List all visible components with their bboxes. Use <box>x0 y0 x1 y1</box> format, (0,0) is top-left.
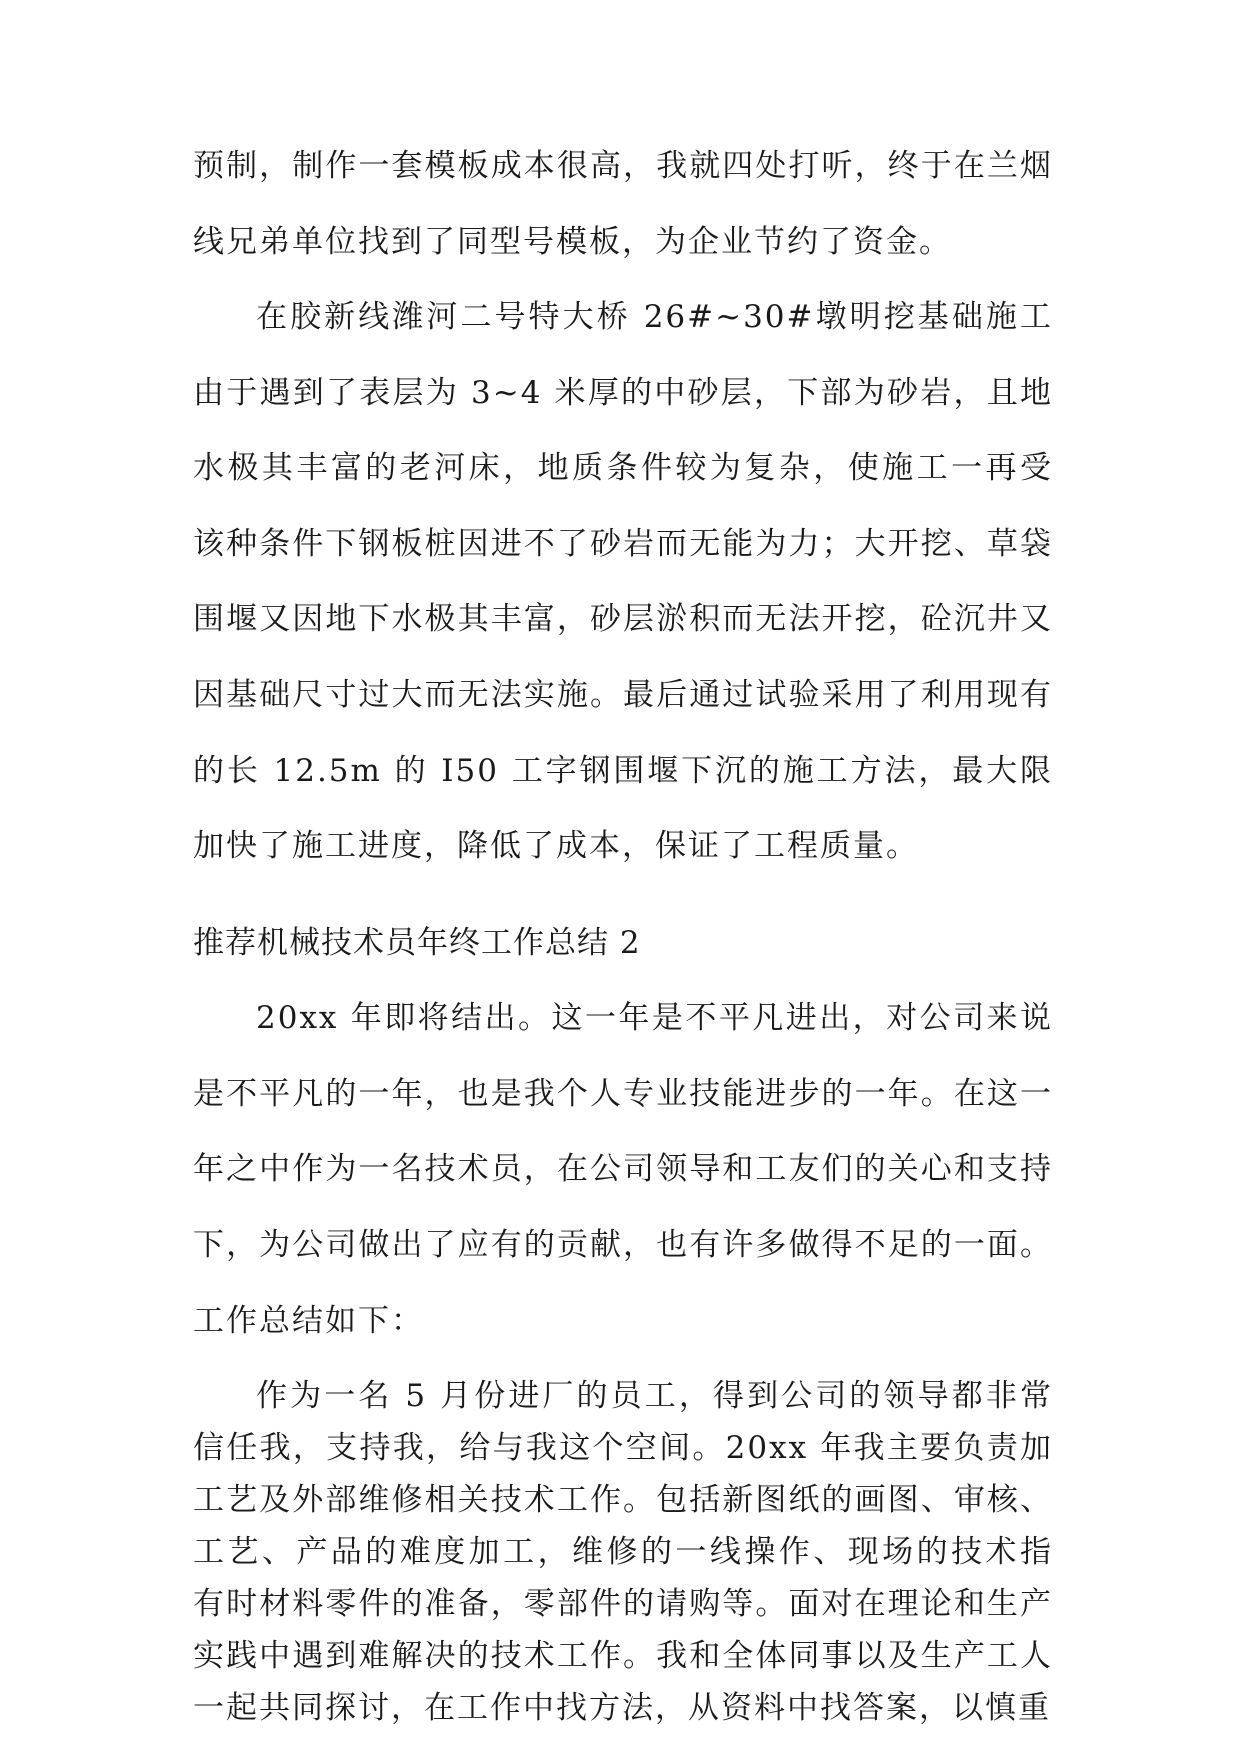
paragraph-line: 下，为公司做出了应有的贡献，也有许多做得不足的一面。 <box>193 1227 1053 1263</box>
paragraph-line: 年之中作为一名技术员，在公司领导和工友们的关心和支持 <box>193 1151 1053 1187</box>
paragraph-line: 的长 12.5m 的 I50 工字钢围堰下沉的施工方法，最大限 <box>193 753 1053 789</box>
paragraph-line: 水极其丰富的老河床，地质条件较为复杂，使施工一再受 <box>193 450 1053 486</box>
paragraph-line: 工艺、产品的难度加工，维修的一线操作、现场的技术指 <box>193 1534 1053 1570</box>
paragraph-line: 围堰又因地下水极其丰富，砂层淤积而无法开挖，砼沉井又 <box>193 601 1053 637</box>
paragraph-line: 工艺及外部维修相关技术工作。包括新图纸的画图、审核、 <box>193 1482 1053 1518</box>
paragraph-line: 实践中遇到难解决的技术工作。我和全体同事以及生产工人 <box>193 1638 1053 1674</box>
paragraph-line: 因基础尺寸过大而无法实施。最后通过试验采用了利用现有 <box>193 677 1053 713</box>
paragraph-line: 在胶新线潍河二号特大桥 26#~30#墩明挖基础施工 <box>256 299 1053 335</box>
paragraph-line: 工作总结如下： <box>193 1303 424 1339</box>
paragraph-line: 是不平凡的一年，也是我个人专业技能进步的一年。在这一 <box>193 1076 1053 1112</box>
paragraph-line: 加快了施工进度，降低了成本，保证了工程质量。 <box>193 828 919 864</box>
paragraph-line: 作为一名 5 月份进厂的员工，得到公司的领导都非常 <box>256 1378 1053 1414</box>
paragraph-line: 信任我，支持我，给与我这个空间。20xx 年我主要负责加 <box>193 1430 1053 1466</box>
section-heading: 推荐机械技术员年终工作总结 2 <box>193 925 641 961</box>
paragraph-line: 由于遇到了表层为 3~4 米厚的中砂层，下部为砂岩，且地 <box>193 375 1053 411</box>
paragraph-line: 预制，制作一套模板成本很高，我就四处打听，终于在兰烟 <box>193 148 1053 184</box>
paragraph-line: 20xx 年即将结出。这一年是不平凡进出，对公司来说 <box>256 1000 1053 1036</box>
paragraph-line: 有时材料零件的准备，零部件的请购等。面对在理论和生产 <box>193 1586 1053 1622</box>
paragraph-line: 该种条件下钢板桩因进不了砂岩而无能为力；大开挖、草袋 <box>193 526 1053 562</box>
paragraph-line: 一起共同探讨，在工作中找方法，从资料中找答案，以慎重 <box>193 1690 1051 1726</box>
paragraph-line: 线兄弟单位找到了同型号模板，为企业节约了资金。 <box>193 224 952 260</box>
